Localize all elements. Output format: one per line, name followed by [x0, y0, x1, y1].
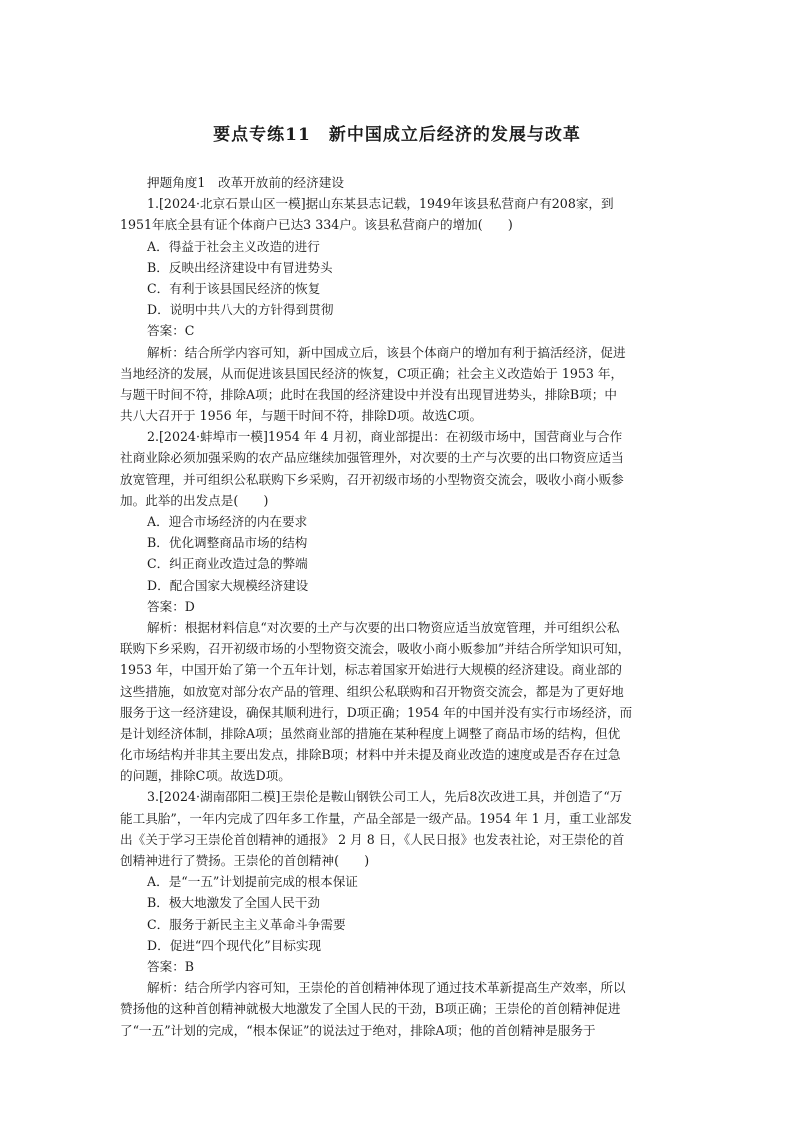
document-body [120, 172, 680, 1041]
q1-stem-line: 1.[2024·北京石景山区一模]据山东某县志记载，1949年该县私营商户有208家，到 [147, 196, 614, 212]
q1-answer: 答案：C [147, 323, 195, 339]
q2-option-c: C．纠正商业改造过急的弊端 [147, 556, 308, 572]
question-1 [120, 193, 680, 426]
q3-stem-line: 创精神进行了赞扬。王崇伦的首创精神( ) [120, 853, 370, 868]
q2-analysis-line: 联购下乡采购，召开初级市场的小型物资交流会，吸收小商小贩参加”并结合所学知识可知， [120, 641, 631, 657]
q2-analysis-line: 化市场结构并非其主要出发点，排除B项；材料中并未提及商业改造的速度或是否存在过急 [120, 747, 621, 763]
q1-analysis-line: 当地经济的发展，从而促进该县国民经济的恢复，C项正确；社会主义改造始于 1953 年， [120, 365, 624, 381]
q3-answer: 答案：B [147, 958, 195, 974]
q2-stem-line: 加。此举的出发点是( ) [120, 492, 269, 508]
q1-option-c: C．有利于该县国民经济的恢复 [147, 280, 321, 296]
q2-analysis-line: 1953 年，中国开始了第一个五年计划，标志着国家开始进行大规模的经济建设。商业部的 [120, 662, 623, 678]
q2-option-a: A．迎合市场经济的内在要求 [147, 514, 308, 529]
q2-analysis-line: 是计划经济体制，排除A项；虽然商业部的措施在某种程度上调整了商品市场的结构，但优 [120, 725, 621, 741]
q2-analysis-line: 这些措施，如放宽对部分农产品的管理、组织公私联购和召开物资交流会，都是为了更好地 [120, 683, 624, 699]
q3-analysis-line: 赞扬他的这种首创精神就极大地激发了全国人民的干劲，B项正确；王崇伦的首创精神促进 [120, 1001, 621, 1017]
q3-option-d: D．促进“四个现代化”目标实现 [147, 937, 322, 953]
q1-analysis-line: 解析：结合所学内容可知，新中国成立后，该县个体商户的增加有利于搞活经济，促进 [147, 344, 626, 360]
q2-answer: 答案：D [147, 598, 195, 614]
section-heading: 押题角度1 改革开放前的经济建设 [147, 175, 344, 190]
q2-analysis-line: 服务于这一经济建设，确保其顺利进行，D项正确；1954 年的中国并没有实行市场经济，而 [120, 704, 633, 720]
q3-stem-line: 3.[2024·湖南邵阳二模]王崇伦是鞍山钢铁公司工人，先后8次改进工具，并创造了“万 [147, 789, 623, 805]
q3-option-b: B．极大地激发了全国人民干劲 [147, 895, 320, 911]
q3-analysis-line: 解析：结合所学内容可知，王崇伦的首创精神体现了通过技术革新提高生产效率，所以 [147, 980, 626, 996]
q2-option-d: D．配合国家大规模经济建设 [147, 577, 309, 593]
q1-analysis-line: 共八大召开于 1956 年，与题干时间不符，排除D项。故选C项。 [120, 408, 483, 424]
q2-stem-line: 放宽管理，并可组织公私联购下乡采购，召开初级市场的小型物资交流会，吸收小商小贩参 [120, 471, 624, 487]
q1-option-a: A．得益于社会主义改造的进行 [147, 238, 320, 254]
q3-stem-line: 能工具胎”，一年内完成了四年多工作量，产品全部是一级产品。1954 年 1 月，重工业部发 [120, 810, 632, 826]
q3-option-a: A．是“一五”计划提前完成的根本保证 [147, 874, 358, 890]
q3-option-c: C．服务于新民主主义革命斗争需要 [147, 916, 346, 932]
q3-analysis-line: 了“一五”计划的完成，“根本保证”的说法过于绝对，排除A项；他的首创精神是服务于 [120, 1022, 596, 1038]
q2-analysis-line: 解析：根据材料信息“对次要的土产与次要的出口物资应适当放宽管理，并可组织公私 [147, 619, 620, 635]
q3-stem-line: 出《关于学习王崇伦首创精神的通报》 2 月 8 日，《人民日报》也发表社论，对王崇伦的首 [120, 831, 625, 847]
question-2 [120, 426, 680, 786]
q2-option-b: B．优化调整商品市场的结构 [147, 535, 308, 551]
q1-option-b: B．反映出经济建设中有冒进势头 [147, 259, 333, 275]
q1-option-d: D．说明中共八大的方针得到贯彻 [147, 302, 334, 318]
q1-stem-line: 1951年底全县有证个体商户已达3 334户。该县私营商户的增加( ) [120, 217, 513, 233]
q2-stem-line: 2.[2024·蚌埠市一模]1954 年 4 月初，商业部提出：在初级市场中，国营商业与合作 [147, 429, 623, 445]
q2-stem-line: 社商业除必须加强采购的农产品应继续加强管理外，对次要的土产与次要的出口物资应适当 [120, 450, 624, 466]
q1-analysis-line: 与题干时间不符，排除A项；此时在我国的经济建设中并没有出现冒进势头，排除B项；中 [120, 386, 617, 402]
question-3 [120, 786, 680, 1040]
page-title: 要点专练11 新中国成立后经济的发展与改革 [213, 125, 581, 145]
q2-analysis-line: 的问题，排除C项。故选D项。 [120, 768, 291, 784]
